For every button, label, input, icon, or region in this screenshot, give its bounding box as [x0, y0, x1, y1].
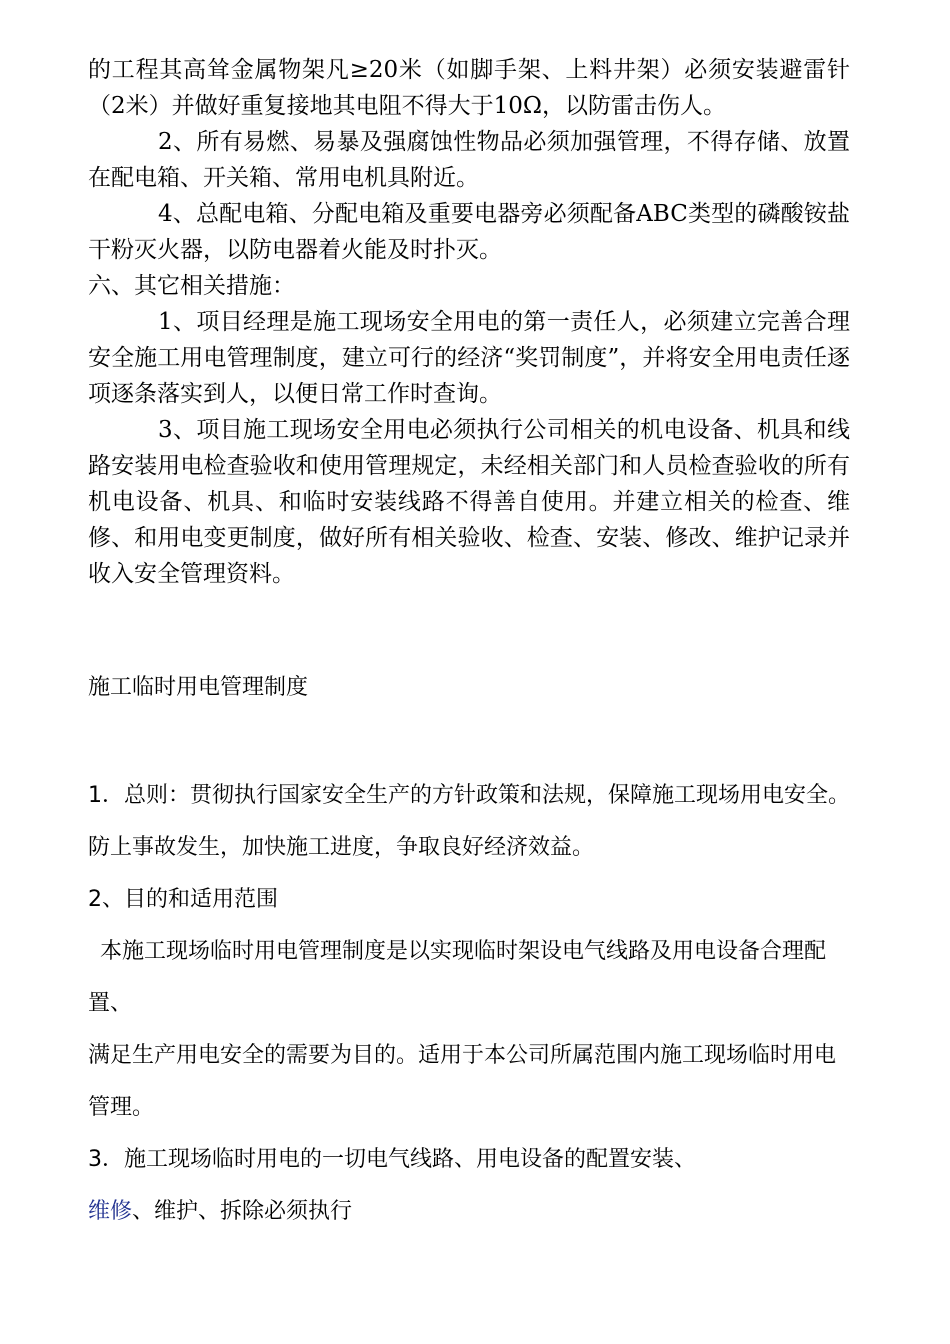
rule-purpose-heading: 2、目的和适用范围 [88, 887, 278, 912]
paragraph-inspection-rules: 3、项目施工现场安全用电必须执行公司相关的机电设备、机具和线路安装用电检查验收和使用管理规定，未经相关部门和人员检查验收的所有机电设备、机具、和临时安装线路不得善自使用。并建立相关的检查、维修、和用电变更制度，做好所有相关验收、检查、安装、修改、维护记录并收入安全管理资料。 [88, 417, 850, 587]
paragraph-flammables: 2、所有易燃、易暴及强腐蚀性物品必须加强管理，不得存储、放置在配电箱、开关箱、常用电机具附近。 [88, 129, 850, 191]
paragraph-lightning-protection: 的工程其高耸金属物架凡≥20米（如脚手架、上料井架）必须安装避雷针（2米）并做好重复接地其电阻不得大于10Ω，以防雷击伤人。 [88, 57, 850, 119]
rule-installation: 3．施工现场临时用电的一切电气线路、用电设备的配置安装、 [88, 1147, 696, 1172]
rule-purpose-body-a: 本施工现场临时用电管理制度是以实现临时架设电气线路及用电设备合理配置、 [88, 939, 827, 1016]
rule-purpose-body-b: 满足生产用电安全的需要为目的。适用于本公司所属范围内施工现场临时用电管理。 [88, 1043, 837, 1120]
paragraph-fire-extinguisher: 4、总配电箱、分配电箱及重要电器旁必须配备ABC类型的磷酸铵盐干粉灭火器，以防电器着火能及时扑灭。 [88, 201, 850, 263]
section-heading-other-measures: 六、其它相关措施： [88, 273, 295, 299]
paragraph-project-manager: 1、项目经理是施工现场安全用电的第一责任人，必须建立完善合理安全施工用电管理制度，建立可行的经济“奖罚制度”，并将安全用电责任逐项逐条落实到人，以便日常工作时查询。 [88, 309, 850, 407]
rule-installation-tail: 、维护、拆除必须执行 [132, 1199, 353, 1224]
document-page [88, 52, 850, 1238]
rule-installation-continued [88, 1186, 850, 1238]
maintenance-link[interactable]: 维修 [88, 1199, 133, 1224]
rule-general-principle: 1．总则：贯彻执行国家安全生产的方针政策和法规，保障施工现场用电安全。防上事故发生，加快施工进度，争取良好经济效益。 [88, 783, 850, 860]
document-title: 施工临时用电管理制度 [88, 675, 309, 700]
